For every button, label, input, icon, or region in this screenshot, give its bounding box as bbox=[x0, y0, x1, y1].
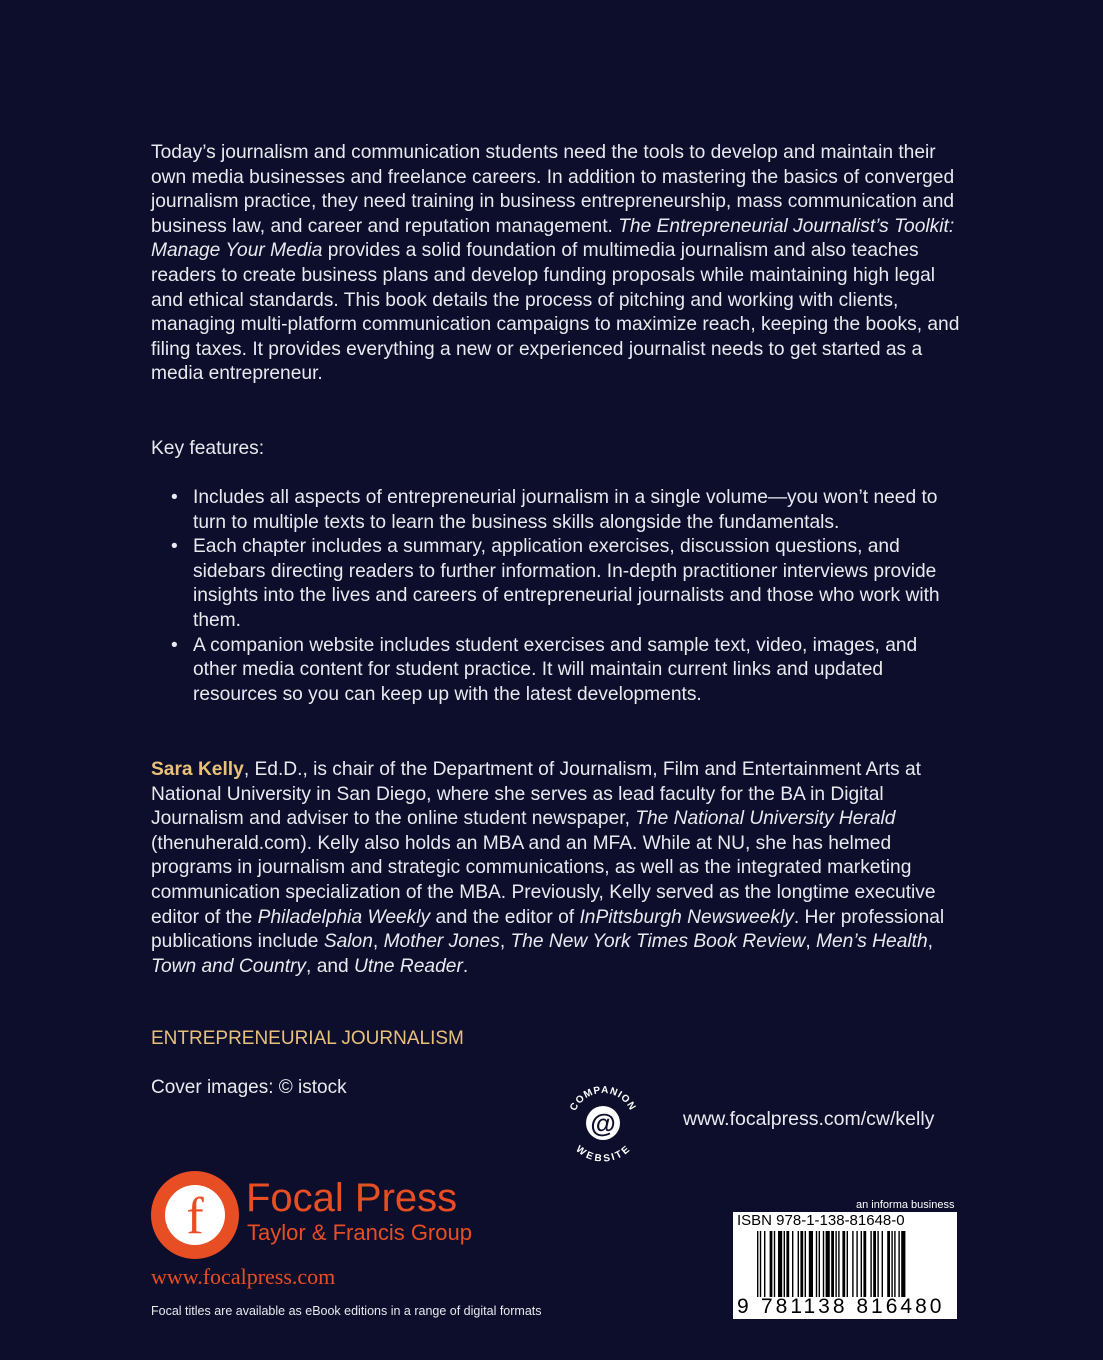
barcode-bar bbox=[792, 1231, 793, 1297]
key-features-list bbox=[151, 486, 961, 707]
focal-press-logo-icon bbox=[150, 1170, 240, 1260]
author-name: Sara Kelly bbox=[151, 759, 244, 780]
barcode-bar bbox=[898, 1231, 899, 1297]
barcode-bar bbox=[760, 1231, 761, 1297]
barcode-bar bbox=[835, 1231, 836, 1297]
barcode-bar bbox=[805, 1231, 806, 1297]
bio-text: , and bbox=[306, 955, 355, 977]
companion-website-icon bbox=[561, 1081, 645, 1165]
bio-publication: Men’s Health bbox=[816, 931, 928, 953]
bio-text: , bbox=[805, 931, 817, 953]
badge-top-text: COMPANION bbox=[568, 1084, 638, 1113]
barcode-bar bbox=[819, 1231, 820, 1297]
bio-text: and the editor of bbox=[430, 906, 580, 928]
barcode-icon bbox=[757, 1231, 953, 1297]
book-title: The Entrepreneurial Journalist’s Toolkit: Manage Your Media bbox=[151, 215, 955, 262]
barcode-bar bbox=[838, 1231, 839, 1297]
barcode-bar bbox=[870, 1231, 871, 1297]
bio-publication: The New York Times Book Review bbox=[510, 931, 806, 953]
publisher-name: Focal Press bbox=[246, 1176, 458, 1220]
bio-text: . Her professional publications include bbox=[151, 906, 945, 953]
isbn-label: ISBN 978-1-138-81648-0 bbox=[737, 1212, 905, 1229]
barcode-bar bbox=[887, 1231, 890, 1297]
barcode-bar bbox=[809, 1231, 813, 1297]
key-features-heading: Key features: bbox=[151, 438, 265, 459]
barcode-bar bbox=[770, 1231, 773, 1297]
ebook-note: Focal titles are available as eBook editions in a range of digital formats bbox=[151, 1304, 542, 1318]
bio-text: . bbox=[462, 955, 469, 977]
publisher-website-link[interactable]: www.focalpress.com bbox=[151, 1264, 336, 1289]
barcode-bar bbox=[757, 1231, 758, 1297]
companion-website-link[interactable]: www.focalpress.com/cw/kelly bbox=[683, 1108, 935, 1130]
barcode-bar bbox=[826, 1231, 830, 1297]
bio-publication: Philadelphia Weekly bbox=[257, 906, 431, 928]
bio-text: , bbox=[499, 931, 511, 953]
bio-text: (thenuherald.com). Kelly also holds an MBA and an MFA. While at NU, she has helmed programs in journalism and strategic communications, as well as the integrated marketing communication specialization of the MBA. Previously, Kelly served as the longtime executive editor of the bbox=[151, 832, 936, 928]
barcode-bar bbox=[847, 1231, 848, 1297]
barcode-bar bbox=[856, 1231, 857, 1297]
barcode-bar bbox=[861, 1231, 862, 1297]
badge-at-symbol: @ bbox=[590, 1108, 616, 1138]
feature-item: • A companion website includes student exercises and sample text, video, images, and other media content for student practice. It will maintain current links and updated resources so you can keep up with the latest developments. bbox=[151, 634, 961, 708]
bio-publication: InPittsburgh Newsweekly bbox=[579, 906, 794, 928]
bio-text: , Ed.D., is chair of the Department of Journalism, Film and Entertainment Arts at National University in San Diego, where she serves as lead faculty for the BA in Digital Journalism and adviser to the online student newspaper, bbox=[151, 759, 921, 830]
barcode-bar bbox=[823, 1231, 824, 1297]
bio-publication: Utne Reader bbox=[354, 955, 463, 977]
barcode-bar bbox=[894, 1231, 895, 1297]
barcode-bar bbox=[786, 1231, 789, 1297]
barcode-bar bbox=[798, 1231, 799, 1297]
bio-publication: Salon bbox=[323, 931, 373, 953]
bio-publication: The National University Herald bbox=[635, 808, 896, 830]
barcode-bar bbox=[816, 1231, 817, 1297]
cover-credit: Cover images: © istock bbox=[151, 1077, 347, 1098]
bio-text: , bbox=[372, 931, 384, 953]
barcode-bar bbox=[764, 1231, 765, 1297]
barcode-bar bbox=[852, 1231, 853, 1297]
barcode-bar bbox=[863, 1231, 866, 1297]
barcode-bar bbox=[873, 1231, 876, 1297]
feature-item: • Includes all aspects of entrepreneurial journalism in a single volume—you won’t need to turn to multiple texts to learn the business skills alongside the fundamentals. bbox=[151, 486, 961, 535]
barcode-bar bbox=[877, 1231, 878, 1297]
barcode-bar bbox=[901, 1231, 905, 1297]
description-text-2: provides a solid foundation of multimedia journalism and also teaches readers to create business plans and develop funding proposals while maintaining high legal and ethical standards. This book details the process of pitching and working with clients, managing multi-platform communication campaigns to maximize reach, keeping the books, and filing taxes. It provides everything a new or experienced journalist needs to get started as a media entrepreneur. bbox=[151, 240, 960, 385]
badge-bottom-text: WEBSITE bbox=[573, 1143, 633, 1165]
bio-text: , bbox=[927, 931, 933, 953]
description-text-1: Today’s journalism and communication students need the tools to develop and maintain their own media businesses and freelance careers. In addition to mastering the basics of converged journalism practice, they need training in business entrepreneurship, mass communication and business law, and career and reputation management. bbox=[151, 142, 955, 237]
informa-business-label: an informa business bbox=[856, 1199, 955, 1211]
subject-category: ENTREPRENEURIAL JOURNALISM bbox=[151, 1028, 464, 1049]
author-bio bbox=[151, 758, 961, 979]
publisher-group: Taylor & Francis Group bbox=[247, 1220, 472, 1245]
barcode-bar bbox=[774, 1231, 775, 1297]
barcode-bar bbox=[882, 1231, 883, 1297]
barcode-bar bbox=[784, 1231, 785, 1297]
barcode-bar bbox=[842, 1231, 845, 1297]
barcode-bar bbox=[891, 1231, 892, 1297]
barcode-bar bbox=[778, 1231, 782, 1297]
bio-publication: Mother Jones bbox=[383, 931, 500, 953]
isbn-barcode bbox=[733, 1212, 957, 1319]
barcode-bar bbox=[831, 1231, 834, 1297]
isbn-remaining-digits: 781138 816480 bbox=[761, 1295, 945, 1318]
logo-letter: f bbox=[186, 1188, 204, 1245]
bio-publication: Town and Country bbox=[151, 955, 307, 977]
feature-item: • Each chapter includes a summary, application exercises, discussion questions, and sidebars directing readers to further information. In-depth practitioner interviews provide insights into the lives and careers of entrepreneurial journalists and those who work with them. bbox=[151, 535, 961, 633]
barcode-bar bbox=[800, 1231, 803, 1297]
isbn-first-digit: 9 bbox=[737, 1295, 750, 1318]
description-paragraph bbox=[151, 141, 961, 387]
